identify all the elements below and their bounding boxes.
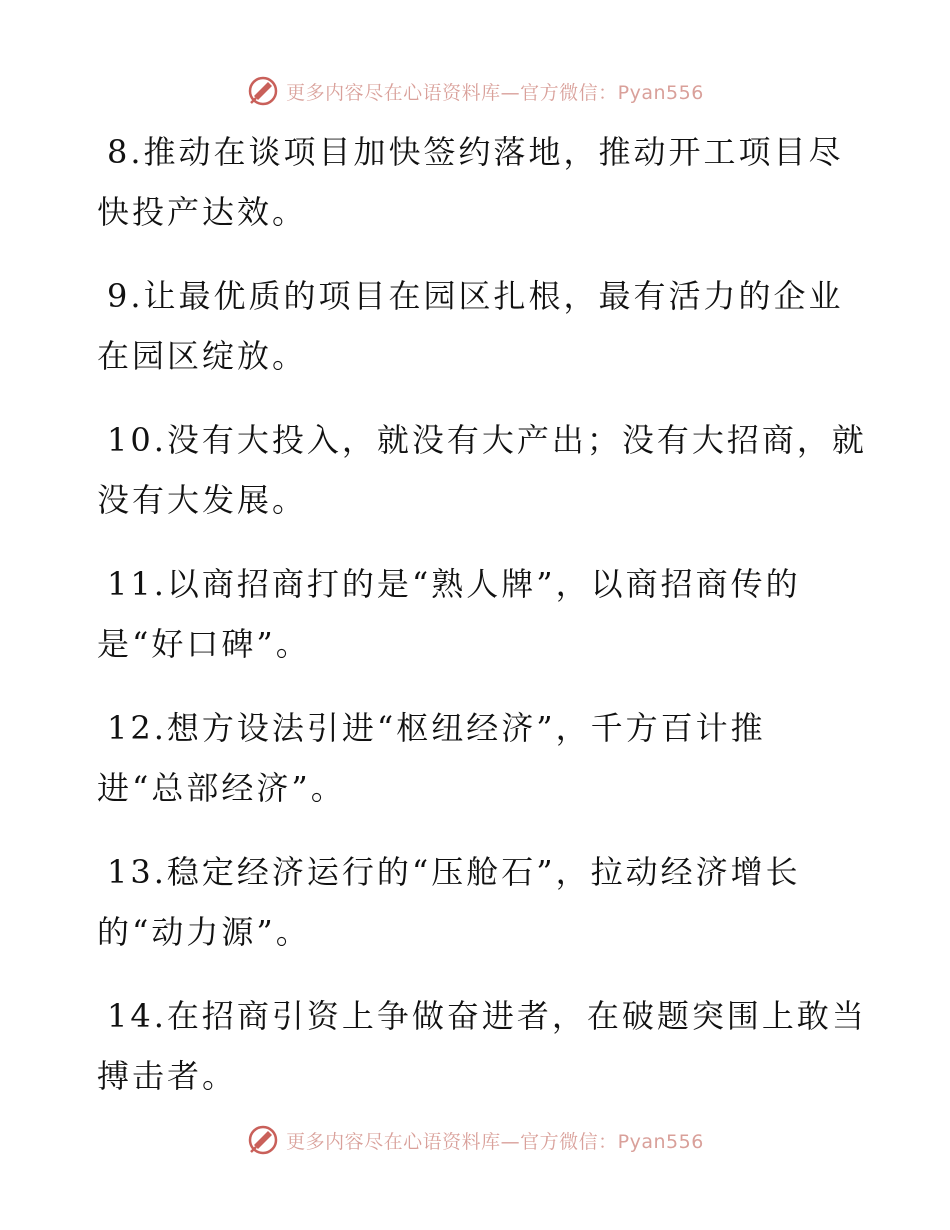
paragraph-line: 8.推动在谈项目加快签约落地，推动开工项目尽 xyxy=(107,133,844,171)
paragraph-line: 搏击者。 xyxy=(97,1057,238,1095)
header-watermark xyxy=(0,71,950,111)
paragraph-line: 没有大发展。 xyxy=(97,481,308,519)
paragraph-12 xyxy=(97,698,857,818)
pen-nib-logo-icon xyxy=(246,74,280,108)
paragraph-line: 12.想方设法引进“枢纽经济”，千方百计推 xyxy=(107,709,766,747)
paragraph-10 xyxy=(97,410,867,530)
paragraph-9 xyxy=(97,266,857,386)
paragraph-line: 的“动力源”。 xyxy=(97,913,311,951)
paragraph-line: 10.没有大投入，就没有大产出；没有大招商，就 xyxy=(107,421,867,459)
paragraph-line: 是“好口碑”。 xyxy=(97,625,311,663)
pen-nib-logo-icon xyxy=(246,1123,280,1157)
paragraph-line: 进“总部经济”。 xyxy=(97,769,346,807)
paragraph-line: 11.以商招商打的是“熟人牌”，以商招商传的 xyxy=(107,565,801,603)
paragraph-line: 快投产达效。 xyxy=(97,193,308,231)
paragraph-11 xyxy=(97,554,857,674)
document-body xyxy=(97,122,867,1130)
paragraph-line: 9.让最优质的项目在园区扎根，最有活力的企业 xyxy=(107,277,844,315)
paragraph-8 xyxy=(97,122,857,242)
paragraph-line: 13.稳定经济运行的“压舱石”，拉动经济增长 xyxy=(107,853,801,891)
footer-watermark xyxy=(0,1120,950,1160)
paragraph-13 xyxy=(97,842,857,962)
header-watermark-text: 更多内容尽在心语资料库—官方微信：Pyan556 xyxy=(286,81,704,104)
paragraph-14 xyxy=(97,986,867,1106)
paragraph-line: 在园区绽放。 xyxy=(97,337,308,375)
footer-watermark-text: 更多内容尽在心语资料库—官方微信：Pyan556 xyxy=(286,1130,704,1153)
paragraph-line: 14.在招商引资上争做奋进者，在破题突围上敢当 xyxy=(107,997,867,1035)
